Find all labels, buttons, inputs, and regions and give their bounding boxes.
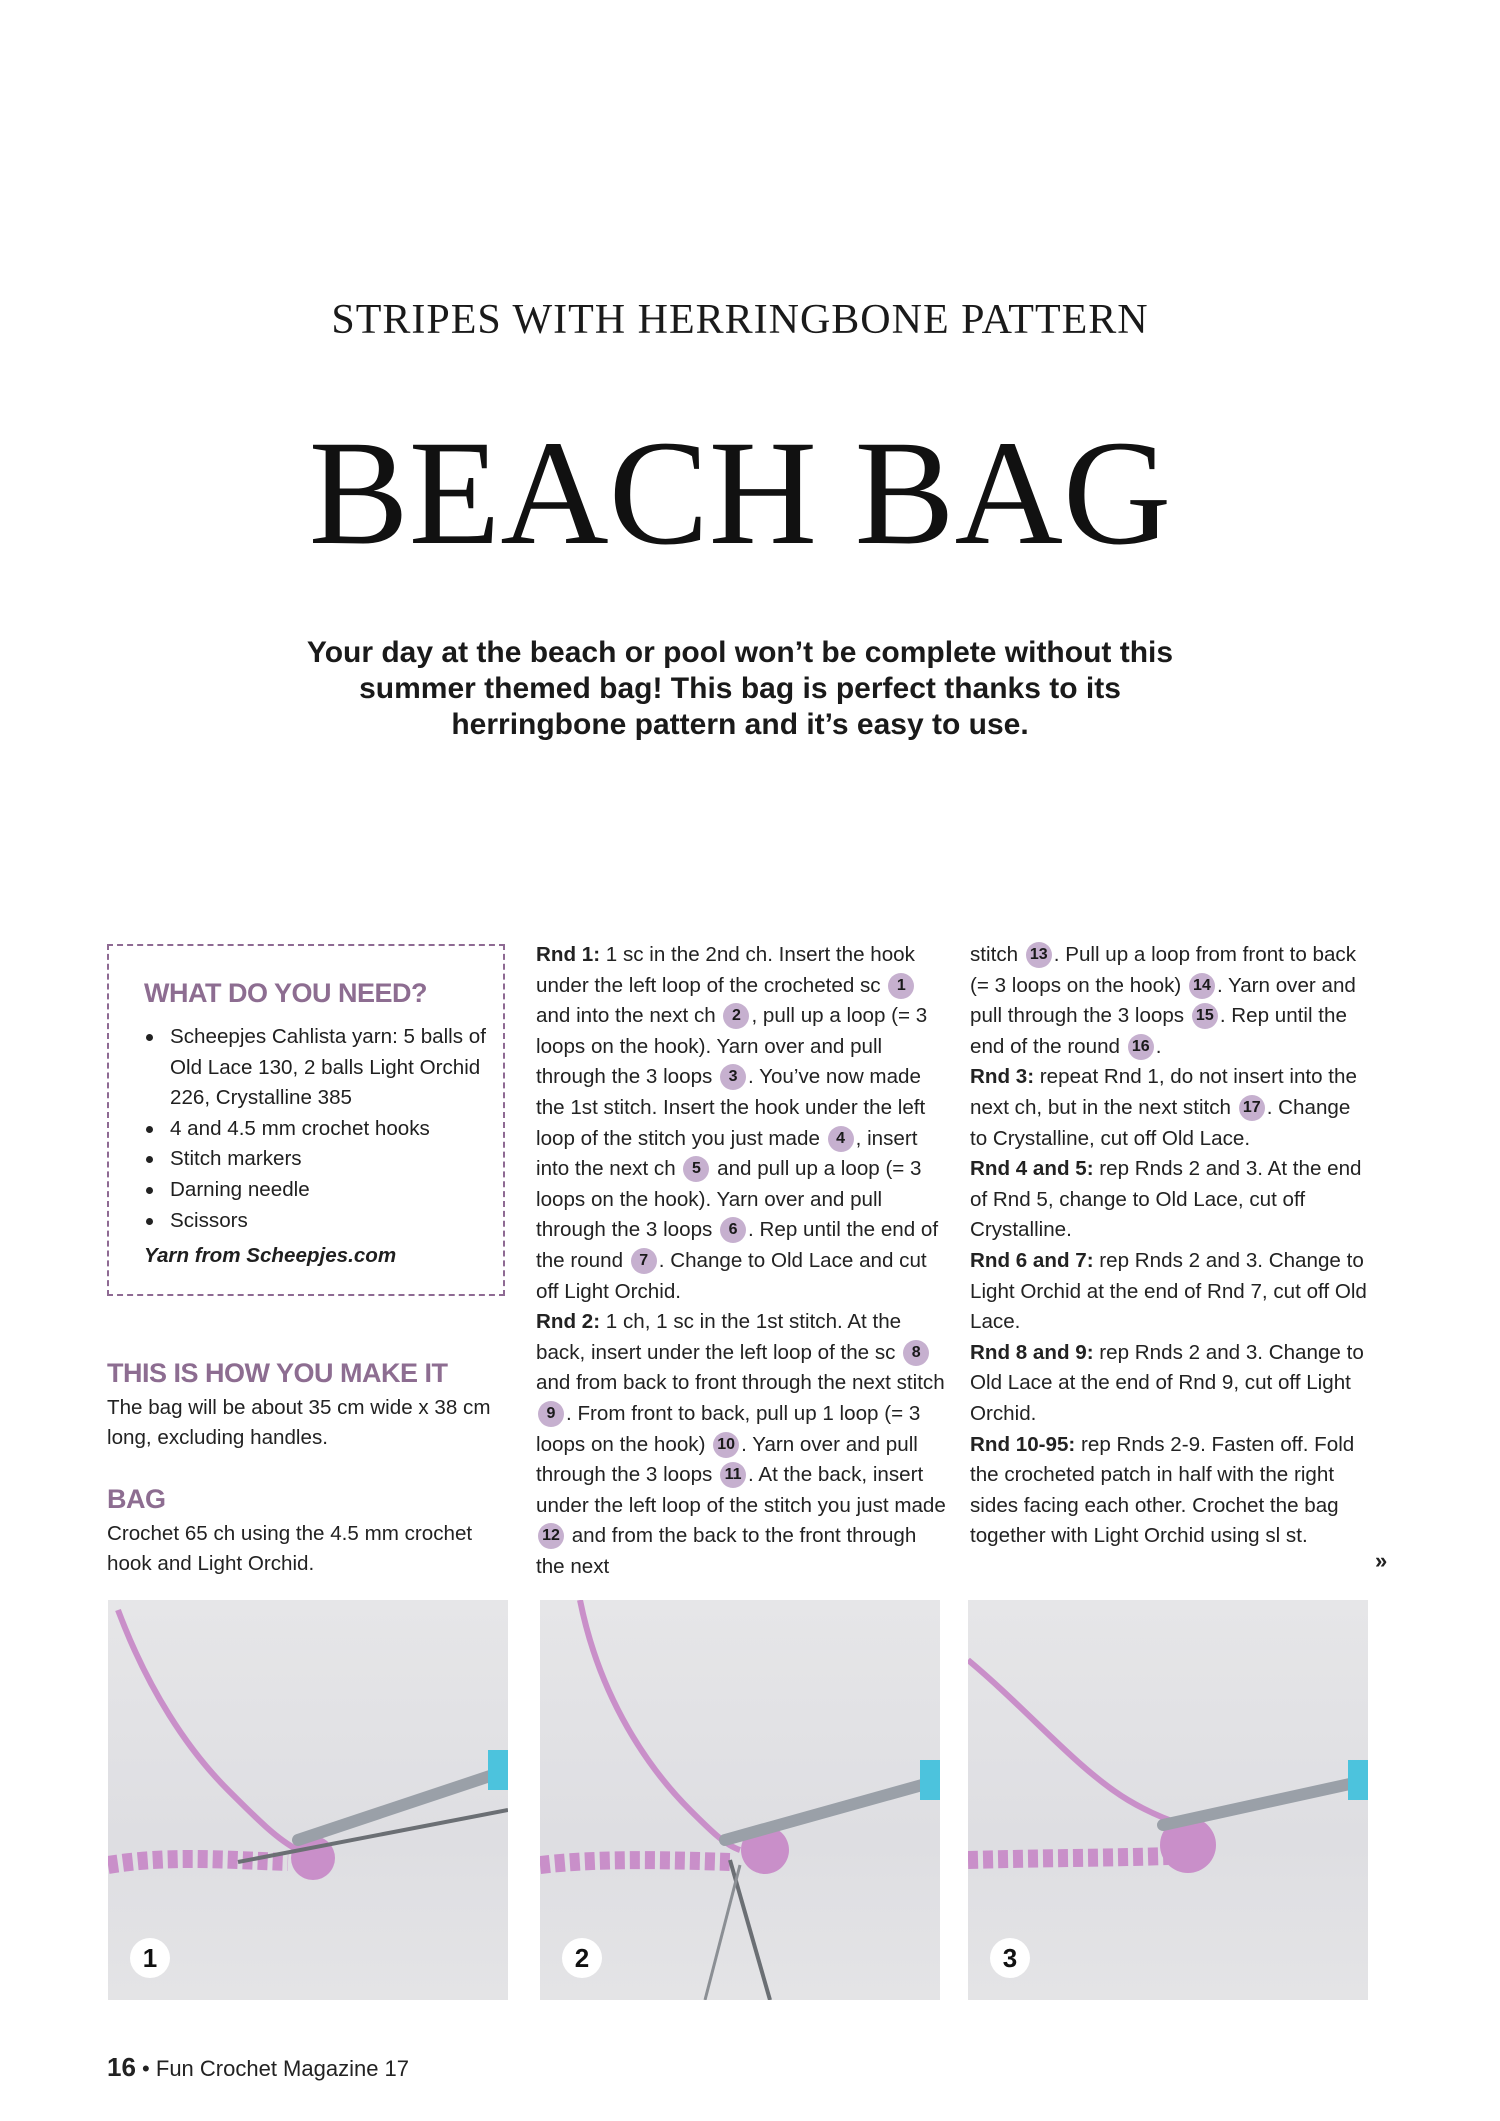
rnd67-paragraph [970,1246,1370,1338]
step-photo-3 [968,1600,1368,2000]
page-number: 16 [107,2052,136,2082]
instruction-text: and from the back to the front through the next [536,1524,917,1578]
rnd3-paragraph [970,1062,1370,1154]
instruction-text: . Pull up a loop from front to back (= 3 loops on the hook) [970,943,1356,997]
instruction-text: and from back to front through the next stitch [536,1371,945,1395]
step-marker: 1 [888,973,914,999]
list-item: Scissors [143,1206,493,1237]
list-item: Scheepjes Cahlista yarn: 5 balls of Old Lace 130, 2 balls Light Orchid 226, Crystalline 385 [143,1022,493,1114]
bag-heading: BAG [107,1484,166,1514]
instruction-text: . Change to Crystalline, cut off Old Lace. [970,1095,1351,1150]
step-marker: 13 [1026,942,1052,968]
instruction-text: and pull up a loop (= 3 loops on the hook). Yarn over and pull through the 3 loops [536,1157,922,1242]
page-footer [107,2052,409,2083]
instruction-text: rep Rnds 2-9. Fasten off. Fold the crocheted patch in half with the right sides facing each other. Crochet the bag together with Light Orchid using sl st. [970,1432,1355,1548]
step-marker: 9 [538,1401,564,1427]
instruction-text: . Yarn over and pull through the 3 loops [970,973,1356,1028]
step-marker: 10 [713,1432,739,1458]
instructions-column-2 [536,940,946,1582]
step-photo-1 [108,1600,508,2000]
round-label: Rnd 1: [536,943,601,966]
instruction-text: . You’ve now made the 1st stitch. Insert the hook under the left loop of the stitch you just made [536,1065,926,1150]
instruction-text: stitch [970,943,1024,966]
materials-heading: WHAT DO YOU NEED? [144,978,428,1008]
round-label: Rnd 3: [970,1065,1035,1089]
instruction-text: 1 sc in the 2nd ch. Insert the hook under the left loop of the crocheted sc [536,943,915,997]
round-label: Rnd 2: [536,1310,601,1334]
materials-box [107,944,505,1296]
instruction-text: . At the back, insert under the left loop of the stitch you just made [536,1463,946,1517]
round-label: Rnd 10-95: [970,1432,1076,1456]
list-item: 4 and 4.5 mm crochet hooks [143,1114,493,1145]
instruction-text: and into the next ch [536,1004,722,1028]
instruction-text: rep Rnds 2 and 3. At the end of Rnd 5, change to Old Lace, cut off Crystalline. [970,1157,1362,1242]
yarn-source: Yarn from Scheepjes.com [144,1244,397,1267]
instruction-text: , pull up a loop (= 3 loops on the hook). Yarn over and pull through the 3 loops [536,1004,928,1089]
crochet-photo-illustration [540,1600,940,2000]
rnd45-paragraph [970,1154,1370,1246]
crochet-photo-illustration [108,1600,508,2000]
list-item: Darning needle [143,1175,493,1206]
step-marker: 15 [1192,1003,1218,1029]
instruction-text: . From front to back, pull up 1 loop (= 3 loops on the hook) [536,1401,921,1456]
instruction-text: . Yarn over and pull through the 3 loops [536,1432,918,1487]
page-title: BEACH BAG [308,410,1172,576]
round-label: Rnd 8 and 9: [970,1340,1094,1364]
step-marker: 17 [1239,1095,1265,1121]
step-marker: 2 [723,1003,749,1029]
photo-number-badge: 2 [562,1938,602,1978]
rnd2-paragraph [536,1307,946,1582]
instruction-text: , insert into the next ch [536,1126,918,1181]
step-marker: 7 [631,1248,657,1274]
howto-heading: THIS IS HOW YOU MAKE IT [107,1358,448,1388]
step-marker: 5 [683,1156,709,1182]
step-photo-2 [540,1600,940,2000]
bag-text: Crochet 65 ch using the 4.5 mm crochet hook and Light Orchid. [107,1521,473,1576]
rnd1095-paragraph [970,1430,1370,1552]
instruction-text: . Change to Old Lace and cut off Light Orchid. [536,1248,927,1303]
photo-number-badge: 1 [130,1938,170,1978]
magazine-name: Fun Crochet Magazine 17 [155,2056,410,2081]
instruction-text: repeat Rnd 1, do not insert into the next ch, but in the next stitch [970,1065,1357,1119]
instruction-text: . Rep until the end of the round [970,1004,1347,1058]
instruction-text: 1 ch, 1 sc in the 1st stitch. At the back, insert under the left loop of the sc [536,1310,902,1364]
step-marker: 16 [1128,1034,1154,1060]
howto-section [107,1358,507,1454]
round-label: Rnd 4 and 5: [970,1157,1094,1181]
section-kicker: STRIPES WITH HERRINGBONE PATTERN [331,297,1149,343]
rnd2-continued [970,940,1370,1062]
footer-separator: • [142,2056,150,2081]
rnd1-paragraph [536,940,946,1307]
instruction-text: . Rep until the end of the round [536,1218,939,1272]
intro-text: Your day at the beach or pool won’t be complete without this summer themed bag! This bag is perfect thanks to its herringbone pattern and it’s easy to use. [306,636,1174,741]
list-item: Stitch markers [143,1144,493,1175]
photo-number-badge: 3 [990,1938,1030,1978]
instruction-text: rep Rnds 2 and 3. Change to Old Lace at the end of Rnd 9, cut off Light Orchid. [970,1340,1364,1425]
step-marker: 3 [720,1064,746,1090]
step-marker: 4 [828,1126,854,1152]
step-marker: 11 [720,1462,746,1488]
crochet-photo-illustration [968,1600,1368,2000]
step-marker: 8 [903,1340,929,1366]
continue-arrow-icon: » [1375,1548,1388,1573]
instructions-column-3 [970,940,1370,1552]
step-marker: 6 [720,1217,746,1243]
step-marker: 12 [538,1523,564,1549]
bag-section [107,1484,507,1580]
howto-text: The bag will be about 35 cm wide x 38 cm long, excluding handles. [107,1395,491,1450]
rnd89-paragraph [970,1338,1370,1430]
step-marker: 14 [1189,973,1215,999]
round-label: Rnd 6 and 7: [970,1248,1094,1272]
instruction-text: . [1155,1034,1162,1058]
materials-list [143,1022,493,1236]
instruction-text: rep Rnds 2 and 3. Change to Light Orchid at the end of Rnd 7, cut off Old Lace. [970,1248,1367,1334]
